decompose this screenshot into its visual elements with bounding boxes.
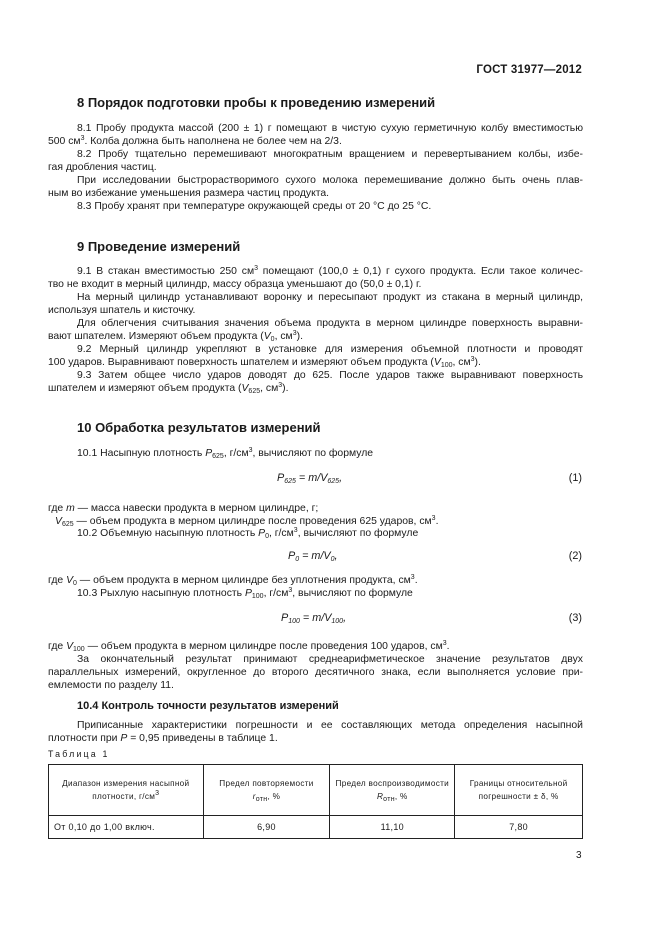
table-header-cell: Предел повторяемости $r_{отн}$, % [203, 765, 330, 816]
table-row [49, 816, 583, 839]
paragraph-line: шпателем и измеряют объем продукта ($V_{625}$, $см^3$). [48, 382, 289, 395]
subsection-10-4-title: 10.4 Контроль точности результатов измерений [77, 700, 339, 712]
paragraph-line: гая дробления частиц. [48, 162, 157, 173]
table-header-row [49, 765, 583, 816]
accuracy-table [48, 764, 583, 839]
paragraph-line: Для облегчения считывания значения объема продукта в мерном цилиндре поверхность выравни- [77, 318, 583, 329]
paragraph-line: где m — масса навески продукта в мерном цилиндре, г; [48, 503, 319, 514]
formula-3: $P_{100} = m/V_{100}$, [281, 612, 347, 625]
paragraph-line: 500 $см^3$. Колба должна быть наполнена не более чем на 2/3. [48, 135, 342, 147]
section-9-title: 9 Проведение измерений [77, 239, 241, 254]
paragraph-line: 100 ударов. Выравнивают поверхность шпателем и измеряют объем продукта ($V_{100}$, $см^3$). [48, 356, 481, 369]
paragraph-line: тво не входит в мерный цилиндр, массу образца уменьшают до (50,0 ± 0,1) г. [48, 279, 422, 290]
paragraph-line: плотности при P = 0,95 приведены в таблице 1. [48, 733, 278, 744]
table-header-cell: Границы относительной погрешности ± δ, % [455, 765, 583, 816]
paragraph-line: 10.2 Объемную насыпную плотность $P_0$, $г/см^3$, вычисляют по формуле [77, 527, 419, 540]
paragraph-line: Приписанные характеристики погрешности и ее составляющих метода определения насыпной [77, 720, 583, 731]
paragraph-line: 8.2 Пробу тщательно перемешивают многократным вращением и перевертыванием колбы, избе- [77, 149, 583, 160]
paragraph-line: вают шпателем. Измеряют объем продукта ($V_0$, $см^3$). [48, 330, 303, 343]
paragraph-line: 9.1 В стакан вместимостью 250 $см^3$ помещают (100,0 ± 0,1) г сухого продукта. Если такое количес- [77, 265, 583, 277]
table-cell: 11,10 [330, 816, 455, 839]
paragraph-line: На мерный цилиндр устанавливают воронку и пересыпают продукт из стакана в мерный цилиндр, [77, 292, 583, 303]
formula-1: $P_{625} = m/V_{625}$, [277, 472, 343, 485]
table-caption: Таблица 1 [48, 749, 110, 759]
paragraph-line: емлемости по разделу 11. [48, 680, 174, 691]
table-header-cell: Предел воспроизводимости $R_{отн}$, % [330, 765, 455, 816]
section-10-title: 10 Обработка результатов измерений [77, 420, 321, 435]
document-id: ГОСТ 31977—2012 [476, 64, 582, 76]
paragraph-line: 8.3 Пробу хранят при температуре окружающей среды от 20 °С до 25 °С. [77, 201, 432, 212]
paragraph-line: где $V_{100}$ — объем продукта в мерном цилиндре после проведения 100 ударов, $см^3$. [48, 640, 450, 653]
paragraph-line: ным во избежание уменьшения размера частиц продукта. [48, 188, 330, 199]
paragraph-line: $V_{625}$ — объем продукта в мерном цилиндре после проведения 625 ударов, $см^3$. [55, 515, 439, 528]
paragraph-line: используя шпатель и кисточку. [48, 305, 196, 316]
paragraph-line: 9.3 Затем общее число ударов доводят до 625. После ударов также выравнивают поверхность [77, 370, 583, 381]
formula-2: $P_0 = m/V_0$, [288, 550, 338, 563]
table-cell: 6,90 [203, 816, 330, 839]
formula-2-number: (2) [568, 550, 582, 562]
page-number: 3 [576, 850, 582, 861]
formula-1-number: (1) [568, 472, 582, 484]
paragraph-line: параллельных измерений, округленное до второго десятичного знака, если выполняется условие при- [48, 667, 583, 678]
table-cell: 7,80 [455, 816, 583, 839]
paragraph-line: При исследовании быстрорастворимого сухого молока перемешивание должно быть очень плав- [77, 175, 583, 186]
formula-3-number: (3) [568, 612, 582, 624]
paragraph-line: 10.1 Насыпную плотность $P_{625}$, $г/см^3$, вычисляют по формуле [77, 447, 374, 460]
paragraph-line: За окончательный результат принимают среднеарифметическое значение результатов двух [77, 654, 583, 665]
paragraph-line: 9.2 Мерный цилиндр укрепляют в установке для измерения объемной плотности и проводят [77, 344, 583, 355]
section-8-title: 8 Порядок подготовки пробы к проведению измерений [77, 95, 436, 110]
paragraph-line: где $V_0$ — объем продукта в мерном цилиндре без уплотнения продукта, $см^3$. [48, 574, 418, 587]
table-header-cell: Диапазон измерения насыпной плотности, $г/см^3$ [49, 765, 204, 816]
paragraph-line: 10.3 Рыхлую насыпную плотность $P_{100}$, $г/см^3$, вычисляют по формуле [77, 587, 413, 600]
table-cell: От 0,10 до 1,00 включ. [49, 816, 204, 839]
paragraph-line: 8.1 Пробу продукта массой (200 ± 1) г помещают в чистую сухую герметичную колбу вместимостью [77, 123, 583, 134]
